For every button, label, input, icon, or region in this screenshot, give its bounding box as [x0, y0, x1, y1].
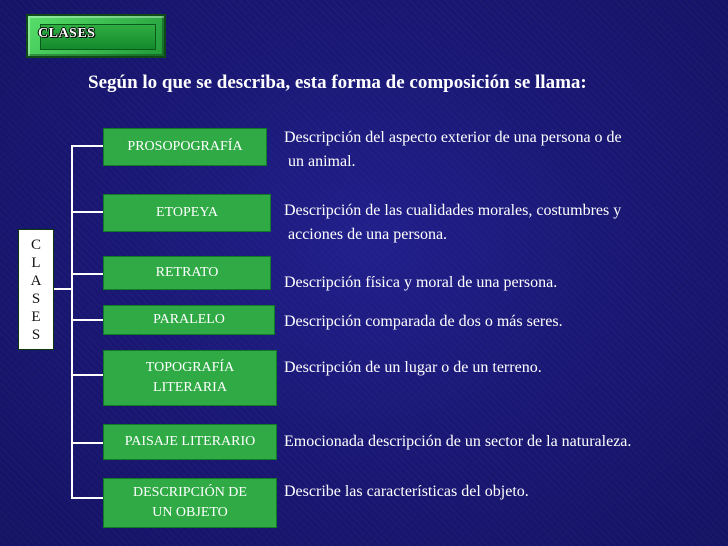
- side-letter: L: [31, 254, 41, 271]
- side-letter: C: [30, 236, 41, 253]
- class-box-label: PARALELO: [153, 312, 225, 327]
- bracket-connector-branch: [71, 273, 103, 275]
- class-box-retrato: [103, 256, 271, 290]
- class-box-etopeya: [103, 194, 271, 232]
- description-line: Descripción del aspecto exterior de una persona o de: [284, 129, 622, 146]
- side-letter: S: [31, 326, 41, 343]
- class-box-descripcion-de-un-objeto: [103, 478, 277, 528]
- class-box-prosopografia: [103, 128, 267, 166]
- class-box-paralelo: [103, 305, 275, 335]
- class-description-retrato: [284, 271, 557, 295]
- bracket-connector-vertical: [71, 145, 73, 499]
- class-description-prosopografia: [284, 126, 622, 174]
- description-line: Describe las características del objeto.: [284, 483, 529, 500]
- class-box-label: PAISAJE LITERARIO: [124, 434, 256, 449]
- bracket-connector-branch: [71, 442, 103, 444]
- class-box-label: UN OBJETO: [152, 505, 228, 520]
- bracket-connector-branch: [71, 211, 103, 213]
- description-line: Descripción de las cualidades morales, costumbres y: [284, 202, 622, 219]
- class-box-label: TOPOGRAFÍA: [145, 360, 235, 375]
- page-heading: Según lo que se describa, esta forma de composición se llama:: [88, 72, 587, 93]
- description-line: Emocionada descripción de un sector de la naturaleza.: [284, 433, 632, 450]
- side-letter: A: [30, 272, 42, 289]
- side-letter: E: [31, 308, 41, 325]
- clases-badge-label: CLASES: [38, 26, 96, 41]
- class-box-topografia-literaria: [103, 350, 277, 406]
- side-letter: S: [31, 290, 41, 307]
- class-description-etopeya: [284, 199, 621, 247]
- class-description-paisaje-literario: [284, 430, 631, 454]
- bracket-connector-stem: [54, 288, 72, 290]
- clases-side-label: [18, 229, 54, 350]
- description-line: acciones de una persona.: [284, 226, 448, 243]
- description-line: Descripción física y moral de una persona.: [284, 274, 558, 291]
- class-box-label: ETOPEYA: [156, 205, 218, 220]
- description-line: Descripción comparada de dos o más seres.: [284, 313, 563, 330]
- class-description-topografia-literaria: [284, 356, 542, 380]
- description-line: un animal.: [284, 153, 356, 170]
- class-box-label: DESCRIPCIÓN DE: [133, 485, 247, 500]
- description-line: Descripción de un lugar o de un terreno.: [284, 359, 542, 376]
- class-box-label: RETRATO: [155, 265, 219, 280]
- bracket-connector-branch: [71, 374, 103, 376]
- class-description-descripcion-de-un-objeto: [284, 480, 529, 504]
- bracket-connector-branch: [71, 319, 103, 321]
- bracket-connector-branch: [71, 497, 103, 499]
- class-description-paralelo: [284, 310, 563, 334]
- class-box-label: PROSOPOGRAFÍA: [127, 139, 243, 154]
- class-box-paisaje-literario: [103, 424, 277, 460]
- class-box-label: LITERARIA: [153, 380, 227, 395]
- bracket-connector-branch: [71, 145, 103, 147]
